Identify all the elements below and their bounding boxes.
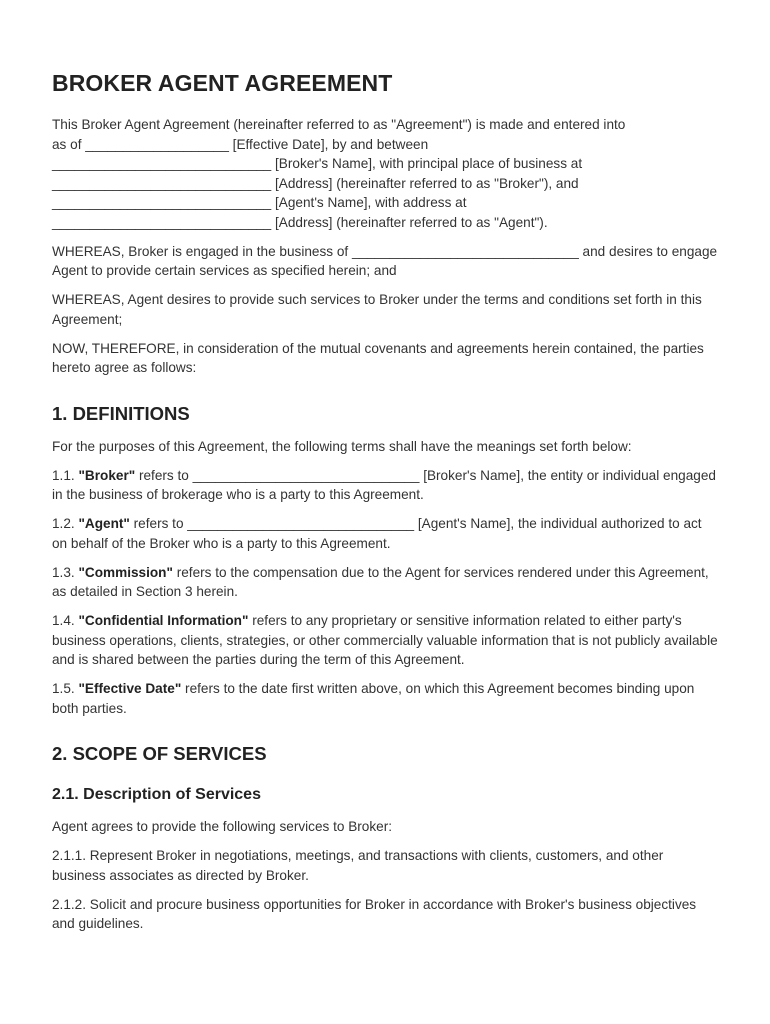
services-intro: Agent agrees to provide the following services to Broker:: [52, 819, 393, 834]
definition-number: 1.2.: [52, 516, 75, 531]
definition-text: refers to ______________________________ [Broker's Name], the entity or individual engaged in the business of brokerage who is a party to this Agreement.: [52, 467, 716, 502]
definition-item: [52, 679, 720, 718]
whereas-paragraph-2: WHEREAS, Agent desires to provide such services to Broker under the terms and conditions set forth in this Agreement;: [52, 292, 702, 327]
section-heading-scope-of-services: 2. SCOPE OF SERVICES: [52, 743, 267, 764]
definitions-intro: For the purposes of this Agreement, the following terms shall have the meanings set forth below:: [52, 438, 632, 454]
definition-term: "Effective Date": [78, 681, 182, 696]
definition-number: 1.5.: [52, 681, 75, 696]
intro-line-agent-address: _____________________________ [Address] (hereinafter referred to as "Agent").: [52, 214, 548, 230]
definition-term: "Confidential Information": [78, 613, 249, 628]
intro-line: This Broker Agent Agreement (hereinafter referred to as "Agreement") is made and entered into: [52, 117, 626, 132]
definition-number: 1.1.: [52, 467, 75, 483]
definition-item: [52, 514, 720, 553]
definition-number: 1.4.: [52, 613, 75, 628]
whereas-paragraph-1: WHEREAS, Broker is engaged in the business of ______________________________ and desires to engage Agent to provide certain services as specified herein; and: [52, 243, 718, 278]
definition-text: refers to the date first written above, on which this Agreement becomes binding upon both parties.: [52, 681, 695, 716]
definition-term: "Agent": [78, 516, 130, 531]
definition-item: [52, 563, 720, 602]
definition-item: [52, 466, 720, 505]
intro-paragraph: [52, 115, 720, 232]
definition-text: refers to ______________________________ [Agent's Name], the individual authorized to act on behalf of the Broker who is a party to this Agreement.: [52, 516, 702, 551]
service-item: 2.1.2. Solicit and procure business opportunities for Broker in accordance with Broker's business objectives and guidelines.: [52, 896, 697, 931]
definition-term: "Broker": [78, 467, 136, 483]
section-heading-definitions: 1. DEFINITIONS: [52, 402, 190, 424]
definition-item: [52, 611, 720, 670]
intro-line-agent-name: _____________________________ [Agent's Name], with address at: [52, 195, 467, 210]
definition-text: refers to the compensation due to the Agent for services rendered under this Agreement, as detailed in Section 3 herein.: [52, 564, 709, 599]
intro-line-broker-name: _____________________________ [Broker's Name], with principal place of business at: [52, 156, 583, 171]
definition-term: "Commission": [78, 564, 173, 580]
definition-text: refers to any proprietary or sensitive information related to either party's business operations, clients, strategies, or other commercially valuable information that is not publicly available and is shared between the parties during the term of this Agreement.: [52, 613, 718, 667]
intro-line-effective-date: as of ___________________ [Effective Date], by and between: [52, 136, 429, 152]
subsection-heading-description-of-services: 2.1. Description of Services: [52, 786, 261, 803]
document-title: BROKER AGENT AGREEMENT: [52, 70, 393, 96]
service-item: 2.1.1. Represent Broker in negotiations, meetings, and transactions with clients, customers, and other business associates as directed by Broker.: [52, 848, 664, 883]
definition-number: 1.3.: [52, 564, 75, 580]
now-therefore-paragraph: NOW, THEREFORE, in consideration of the mutual covenants and agreements herein contained, the parties hereto agree as follows:: [52, 340, 704, 375]
intro-line-broker-address: _____________________________ [Address] (hereinafter referred to as "Broker"), and: [52, 175, 579, 191]
